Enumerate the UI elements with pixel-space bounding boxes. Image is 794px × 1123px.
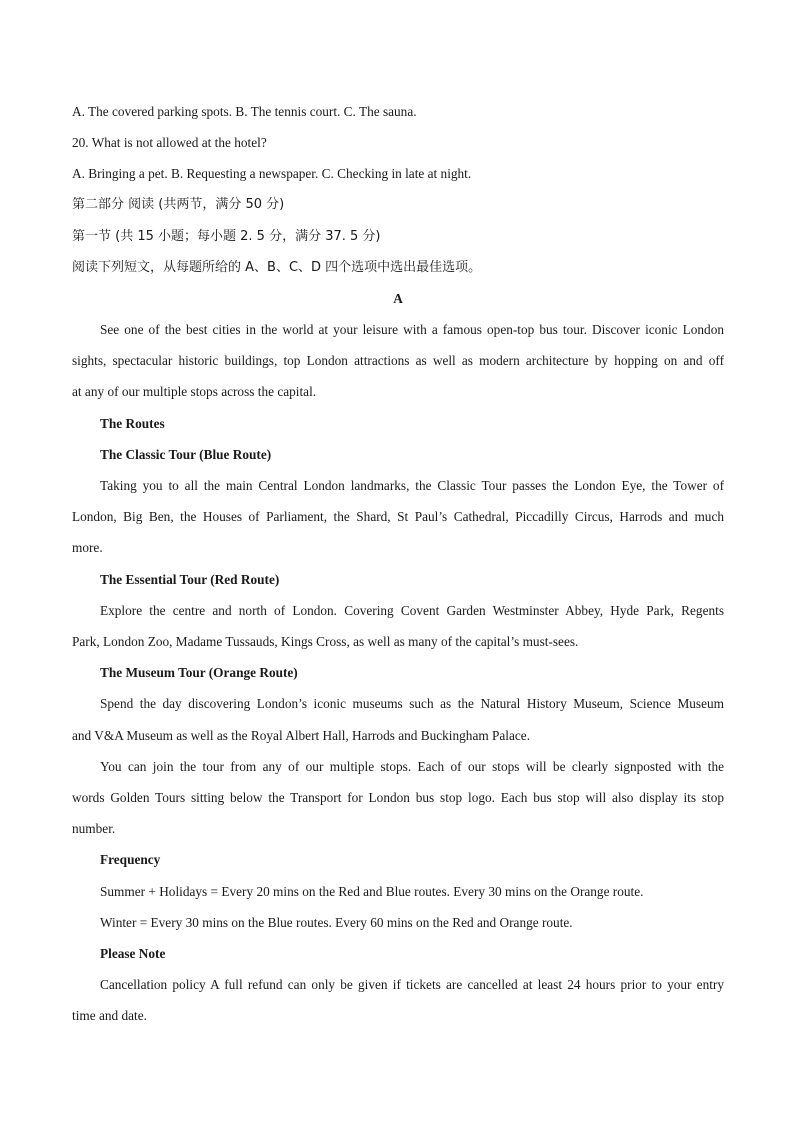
question-19-options: A. The covered parking spots. B. The tennis court. C. The sauna. bbox=[72, 104, 417, 119]
museum-tour-line: Spend the day discovering London’s iconic museums such as the Natural History Museum, Science Museum bbox=[100, 696, 724, 711]
classic-tour-heading: The Classic Tour (Blue Route) bbox=[100, 447, 272, 462]
join-paragraph-line: words Golden Tours sitting below the Transport for London bus stop logo. Each bus stop will also display its stop bbox=[72, 790, 724, 805]
essential-tour-line: Park, London Zoo, Madame Tussauds, Kings Cross, as well as many of the capital’s must-sees. bbox=[72, 634, 579, 649]
part-two-title: 第二部分 阅读 (共两节，满分 50 分) bbox=[72, 197, 285, 212]
question-20-stem: 20. What is not allowed at the hotel? bbox=[72, 135, 267, 150]
join-paragraph-line: You can join the tour from any of our multiple stops. Each of our stops will be clearly signposted with the bbox=[100, 759, 724, 774]
section-one-title: 第一节 (共 15 小题；每小题 2. 5 分，满分 37. 5 分) bbox=[72, 229, 381, 244]
please-note-heading: Please Note bbox=[100, 946, 166, 961]
museum-tour-line: and V&A Museum as well as the Royal Albert Hall, Harrods and Buckingham Palace. bbox=[72, 728, 531, 743]
reading-instruction: 阅读下列短文，从每题所给的 A、B、C、D 四个选项中选出最佳选项。 bbox=[72, 260, 482, 275]
cancellation-policy-line: Cancellation policy A full refund can only be given if tickets are cancelled at least 24 hours prior to your entry bbox=[100, 977, 724, 992]
routes-heading: The Routes bbox=[100, 416, 165, 431]
frequency-winter: Winter = Every 30 mins on the Blue routes. Every 60 mins on the Red and Orange route. bbox=[100, 915, 573, 930]
classic-tour-line: London, Big Ben, the Houses of Parliament, the Shard, St Paul’s Cathedral, Piccadilly Circus, Harrods and much bbox=[72, 509, 724, 524]
classic-tour-line: more. bbox=[72, 540, 103, 555]
classic-tour-line: Taking you to all the main Central London landmarks, the Classic Tour passes the London Eye, the Tower of bbox=[100, 478, 724, 493]
cancellation-policy-line: time and date. bbox=[72, 1008, 147, 1023]
passage-label: A bbox=[393, 291, 403, 306]
question-20-options: A. Bringing a pet. B. Requesting a newspaper. C. Checking in late at night. bbox=[72, 166, 472, 181]
frequency-heading: Frequency bbox=[100, 852, 161, 867]
frequency-summer: Summer + Holidays = Every 20 mins on the Red and Blue routes. Every 30 mins on the Orange route. bbox=[100, 884, 644, 899]
essential-tour-line: Explore the centre and north of London. Covering Covent Garden Westminster Abbey, Hyde Park, Regents bbox=[100, 603, 724, 618]
essential-tour-heading: The Essential Tour (Red Route) bbox=[100, 572, 280, 587]
museum-tour-heading: The Museum Tour (Orange Route) bbox=[100, 665, 298, 680]
intro-paragraph-line: See one of the best cities in the world at your leisure with a famous open-top bus tour. Discover iconic London bbox=[100, 322, 724, 337]
intro-paragraph-line: sights, spectacular historic buildings, top London attractions as well as modern architecture by hopping on and off bbox=[72, 353, 724, 368]
intro-paragraph-line: at any of our multiple stops across the capital. bbox=[72, 384, 317, 399]
join-paragraph-line: number. bbox=[72, 821, 116, 836]
